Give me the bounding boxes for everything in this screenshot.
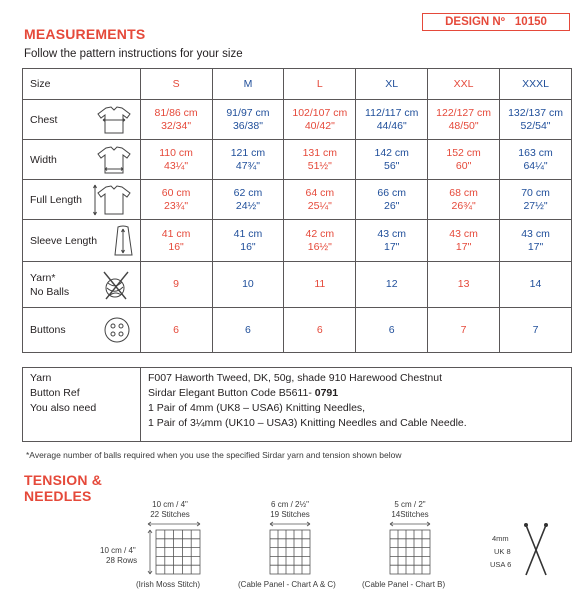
swatch-3-stitches: 14Stitches (391, 510, 429, 519)
needles-info (490, 522, 560, 582)
button-icon (100, 315, 134, 345)
design-number: 10150 (514, 16, 547, 28)
size-m: M (212, 69, 284, 100)
needles-line-2: 1 Pair of 3¼mm (UK10 – USA3) Knitting Needles and Cable Needle. (148, 417, 467, 429)
size-label-cell (23, 69, 141, 100)
size-xl: XL (356, 69, 428, 100)
full-length-m: 62 cm 24½" (212, 180, 284, 220)
chest-l: 102/107 cm 40/42" (284, 100, 356, 140)
sweater-length-icon (90, 183, 134, 217)
width-row (23, 140, 572, 180)
sweater-width-icon (94, 145, 134, 175)
yarn-label: Yarn* No Balls (30, 271, 70, 298)
buttons-s: 6 (140, 308, 212, 353)
swatch-1-stitches: 22 Stitches (150, 510, 190, 519)
full-length-label-cell (23, 180, 141, 220)
sleeve-length-label: Sleeve Length (30, 234, 98, 247)
needle-usa-size: USA 6 (490, 560, 512, 569)
footnote: *Average number of balls required when you use the specified Sirdar yarn and tension shown below (26, 450, 402, 460)
chest-s: 81/86 cm 32/34" (140, 100, 212, 140)
width-l: 131 cm 51½" (284, 140, 356, 180)
intro-text: Follow the pattern instructions for your size (24, 48, 243, 60)
width-xxxl: 163 cm 64¼" (500, 140, 572, 180)
yarn-balls-row (23, 262, 572, 308)
size-xxl: XXL (428, 69, 500, 100)
full-length-xxl: 68 cm 26¾" (428, 180, 500, 220)
tension-swatch-1 (100, 496, 240, 596)
button-ref-value: Sirdar Elegant Button Code B5611- 0791 (148, 387, 339, 399)
tension-swatch-2 (230, 496, 360, 596)
sleeve-length-s: 41 cm 16" (140, 220, 212, 262)
sleeve-length-row (23, 220, 572, 262)
full-length-xxxl: 70 cm 27½" (500, 180, 572, 220)
yarn-label-cell (23, 262, 141, 308)
materials-values (141, 368, 572, 442)
width-label: Width (30, 153, 57, 166)
size-label: Size (30, 78, 51, 90)
full-length-l: 64 cm 25¼" (284, 180, 356, 220)
chest-m: 91/97 cm 36/38" (212, 100, 284, 140)
swatch-3-grid (386, 520, 434, 576)
chest-xxl: 122/127 cm 48/50" (428, 100, 500, 140)
swatch-2-caption: (Cable Panel - Chart A & C) (238, 580, 336, 589)
knitting-needles-icon (518, 522, 554, 578)
chest-xxxl: 132/137 cm 52/54" (500, 100, 572, 140)
yarn-xxl: 13 (428, 262, 500, 308)
yarn-s: 9 (140, 262, 212, 308)
tension-heading: TENSION & NEEDLES (24, 472, 103, 504)
buttons-label: Buttons (30, 324, 66, 336)
width-xl: 142 cm 56" (356, 140, 428, 180)
buttons-row (23, 308, 572, 353)
design-label: DESIGN Nº (445, 16, 505, 28)
button-ref-label: Button Ref (30, 387, 80, 399)
sleeve-length-xl: 43 cm 17" (356, 220, 428, 262)
swatch-1-width: 10 cm / 4" (152, 500, 188, 509)
width-label-cell (23, 140, 141, 180)
swatch-1-rows-width: 10 cm / 4" (100, 546, 136, 555)
width-s: 110 cm 43¼" (140, 140, 212, 180)
needle-size: 4mm (492, 534, 509, 543)
sleeve-length-l: 42 cm 16½" (284, 220, 356, 262)
swatch-1-caption: (Irish Moss Stitch) (136, 580, 201, 589)
materials-labels (23, 368, 141, 442)
buttons-m: 6 (212, 308, 284, 353)
sleeve-length-icon (112, 224, 134, 258)
swatch-2-width: 6 cm / 2½" (271, 500, 309, 509)
chest-row (23, 100, 572, 140)
full-length-label: Full Length (30, 193, 82, 206)
materials-table (22, 367, 572, 442)
size-l: L (284, 69, 356, 100)
yarn-xxxl: 14 (500, 262, 572, 308)
swatch-3-width: 5 cm / 2" (394, 500, 426, 509)
chest-label: Chest (30, 113, 58, 126)
swatch-3-caption: (Cable Panel - Chart B) (362, 580, 446, 589)
yarn-m: 10 (212, 262, 284, 308)
sleeve-length-xxxl: 43 cm 17" (500, 220, 572, 262)
full-length-s: 60 cm 23¾" (140, 180, 212, 220)
yarn-xl: 12 (356, 262, 428, 308)
buttons-l: 6 (284, 308, 356, 353)
size-xxxl: XXXL (500, 69, 572, 100)
chest-xl: 112/117 cm 44/46" (356, 100, 428, 140)
size-table (22, 68, 572, 353)
yarn-info-label: Yarn (30, 372, 52, 384)
needles-line-1: 1 Pair of 4mm (UK8 – USA6) Knitting Needles, (148, 402, 366, 414)
chest-label-cell (23, 100, 141, 140)
full-length-row (23, 180, 572, 220)
yarn-ball-icon (98, 269, 134, 301)
design-number-badge (422, 13, 570, 31)
tension-swatch-3 (350, 496, 480, 596)
buttons-label-cell (23, 308, 141, 353)
size-header-row (23, 69, 572, 100)
swatch-2-grid (264, 520, 316, 576)
buttons-xxxl: 7 (500, 308, 572, 353)
also-need-label: You also need (30, 402, 97, 414)
swatch-1-rows: 28 Rows (106, 556, 138, 565)
yarn-l: 11 (284, 262, 356, 308)
size-s: S (140, 69, 212, 100)
page-title: MEASUREMENTS (24, 26, 146, 42)
swatch-1-grid (146, 520, 202, 576)
width-xxl: 152 cm 60" (428, 140, 500, 180)
buttons-xl: 6 (356, 308, 428, 353)
swatch-2-stitches: 19 Stitches (270, 510, 310, 519)
full-length-xl: 66 cm 26" (356, 180, 428, 220)
needle-uk-size: UK 8 (494, 547, 511, 556)
width-m: 121 cm 47¾" (212, 140, 284, 180)
sleeve-length-m: 41 cm 16" (212, 220, 284, 262)
sweater-chest-icon (94, 105, 134, 135)
yarn-info-value: F007 Haworth Tweed, DK, 50g, shade 910 Harewood Chestnut (148, 372, 442, 384)
buttons-xxl: 7 (428, 308, 500, 353)
sleeve-length-xxl: 43 cm 17" (428, 220, 500, 262)
sleeve-length-label-cell (23, 220, 141, 262)
button-ref-code: 0791 (314, 387, 339, 399)
